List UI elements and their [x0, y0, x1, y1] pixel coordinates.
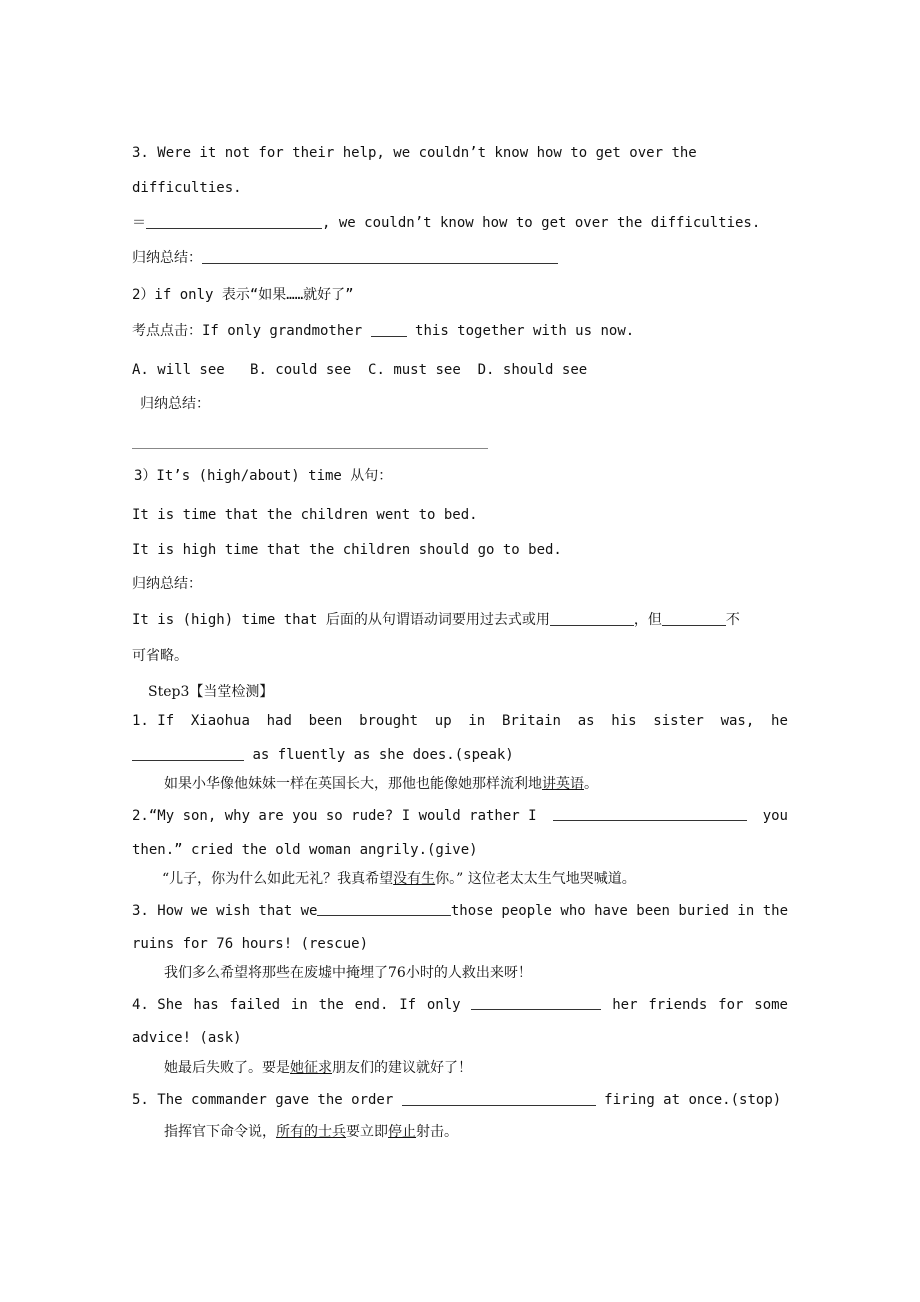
- q2-prefix: 2.“My son, why are you so rude? I would rather I: [132, 808, 537, 824]
- q3-line1: [132, 901, 788, 921]
- q4-answer-blank[interactable]: [471, 995, 601, 1010]
- q5-translation-end: 射击。: [416, 1124, 458, 1140]
- q2-translation-underlined: 没有生: [393, 871, 436, 887]
- rule-part1: It is (high) time that 后面的从句谓语动词要用过去式或用: [132, 612, 550, 628]
- if-only-blank[interactable]: [371, 322, 407, 337]
- rule-blank-2[interactable]: [662, 611, 726, 626]
- q4-line2: advice! (ask): [132, 1030, 242, 1046]
- q1-word: sister: [653, 713, 704, 729]
- q4-word: the: [318, 997, 344, 1013]
- if-only-question-prefix: 考点点击：If only grandmother: [132, 323, 363, 339]
- q1-line2-suffix: as fluently as she does.(speak): [252, 747, 514, 763]
- if-only-summary-rule[interactable]: [132, 448, 488, 449]
- q2-translation: [162, 869, 636, 889]
- q5-answer-blank[interactable]: [402, 1091, 596, 1106]
- q4-word: for: [718, 997, 744, 1013]
- q5-translation-mid: 要立即: [346, 1124, 388, 1140]
- q1-word: as: [577, 713, 595, 729]
- q3-rewrite-suffix: , we couldn’t know how to get over the difficulties.: [322, 215, 761, 231]
- if-only-heading: 2）if only 表示“如果……就好了”: [132, 287, 354, 303]
- if-only-question: [132, 321, 634, 341]
- q2-answer-blank[interactable]: [553, 806, 747, 821]
- q4-word: friends: [648, 997, 708, 1013]
- rule-blank-1[interactable]: [550, 611, 634, 626]
- q3-intro-line2: difficulties.: [132, 180, 242, 196]
- q1-translation-underlined: 讲英语: [542, 776, 584, 792]
- summary-label: 归纳总结：: [132, 250, 202, 266]
- q5-translation-underlined-1: 所有的士兵: [276, 1124, 346, 1140]
- rule-part2: ，但: [633, 612, 662, 628]
- q3-rewrite-line: [132, 213, 760, 233]
- high-time-example2: It is high time that the children should go to bed.: [132, 542, 562, 558]
- q1-word: had: [266, 713, 292, 729]
- option-c[interactable]: C. must see: [368, 362, 461, 378]
- q4-translation-end: 朋友们的建议就好了！: [332, 1060, 472, 1076]
- q4-word: some: [754, 997, 788, 1013]
- q3-prefix: 3. How we wish that we: [132, 903, 318, 919]
- q4-line1: [132, 995, 788, 1015]
- q3-translation: 我们多么希望将那些在废墟中掩埋了76小时的人救出来呀！: [164, 965, 532, 981]
- q1-word: brought: [359, 713, 419, 729]
- q3-suffix: those people who have been buried in the: [450, 903, 788, 919]
- high-time-rule-line2: 可省略。: [132, 648, 188, 664]
- q4-translation-text: 她最后失败了。要是: [164, 1060, 290, 1076]
- q1-word: Britain: [501, 713, 561, 729]
- q3-answer-blank[interactable]: [317, 901, 450, 916]
- q4-word: her: [612, 997, 638, 1013]
- q5-translation: [164, 1122, 458, 1142]
- option-b[interactable]: B. could see: [250, 362, 352, 378]
- q5-line1: [132, 1090, 781, 1110]
- q1-translation-end: 。: [584, 776, 598, 792]
- if-only-summary-label: 归纳总结：: [140, 396, 210, 412]
- q1-translation: [164, 774, 598, 794]
- high-time-summary-label: 归纳总结：: [132, 576, 202, 592]
- q5-suffix: firing at once.(stop): [604, 1092, 782, 1108]
- q4-word: 4. She: [132, 997, 183, 1013]
- option-a[interactable]: A. will see: [132, 362, 225, 378]
- q1-answer-blank[interactable]: [132, 746, 244, 761]
- q5-translation-text: 指挥官下命令说，: [164, 1124, 276, 1140]
- q1-word: in: [468, 713, 486, 729]
- step3-heading: Step3【当堂检测】: [148, 684, 274, 700]
- q2-line1: [132, 806, 788, 826]
- q4-word: has: [193, 997, 219, 1013]
- q2-translation-end: 你。” 这位老太太生气地哭喊道。: [435, 871, 636, 887]
- q1-line2: [132, 745, 514, 765]
- q1-word: he: [771, 713, 788, 729]
- equals-sign: ＝: [132, 215, 146, 231]
- q1-word: up: [434, 713, 452, 729]
- q4-word: If: [399, 997, 417, 1013]
- q1-word: 1. If: [132, 713, 175, 729]
- q3-summary-line: [132, 248, 558, 268]
- high-time-example1: It is time that the children went to bed.: [132, 507, 478, 523]
- if-only-options: [132, 360, 587, 380]
- q1-word: Xiaohua: [190, 713, 250, 729]
- q1-word: was,: [720, 713, 755, 729]
- q3-intro-line1: 3. Were it not for their help, we couldn’t know how to get over the: [132, 145, 697, 161]
- q3-line2: ruins for 76 hours! (rescue): [132, 936, 369, 952]
- rule-part3: 不: [725, 612, 740, 628]
- q3-summary-blank[interactable]: [202, 249, 558, 264]
- q1-word: been: [308, 713, 343, 729]
- q4-word: end.: [354, 997, 389, 1013]
- q4-translation: [164, 1058, 472, 1078]
- q1-line1: [132, 711, 788, 731]
- q3-rewrite-blank[interactable]: [146, 214, 322, 229]
- q4-word: only: [426, 997, 461, 1013]
- q4-translation-underlined: 她征求: [290, 1060, 332, 1076]
- q4-word: failed: [229, 997, 281, 1013]
- q4-word: in: [290, 997, 308, 1013]
- q1-word: his: [611, 713, 637, 729]
- q5-translation-underlined-2: 停止: [388, 1124, 416, 1140]
- q5-prefix: 5. The commander gave the order: [132, 1092, 394, 1108]
- high-time-rule-line1: [132, 610, 740, 630]
- q2-suffix: you: [762, 808, 788, 824]
- q2-line2: then.” cried the old woman angrily.(give): [132, 842, 478, 858]
- high-time-heading: 3）It’s (high/about) time 从句：: [134, 468, 393, 484]
- q2-translation-text: “儿子，你为什么如此无礼？我真希望: [162, 871, 394, 887]
- q1-translation-text: 如果小华像他妹妹一样在英国长大，那他也能像她那样流利地: [164, 776, 542, 792]
- if-only-question-suffix: this together with us now.: [415, 323, 635, 339]
- option-d[interactable]: D. should see: [477, 362, 588, 378]
